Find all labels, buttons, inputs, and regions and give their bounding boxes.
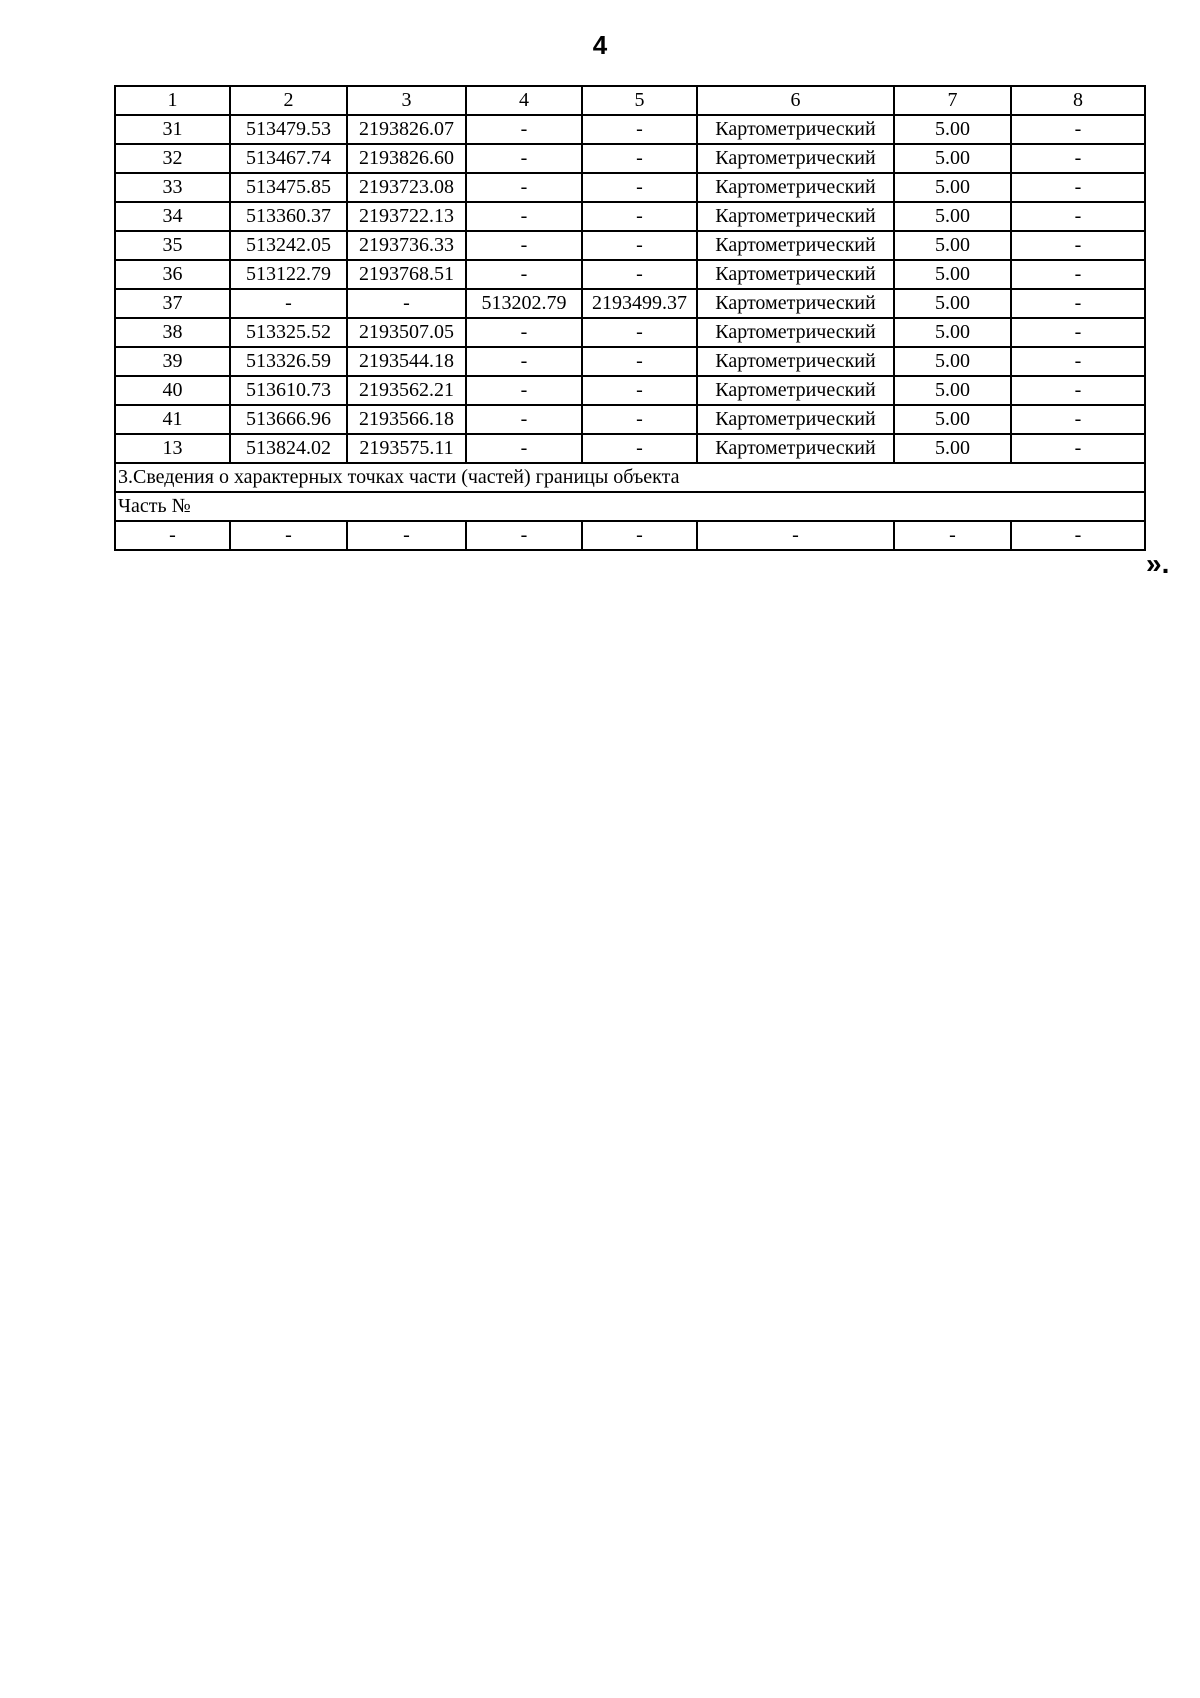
table-cell: 513824.02 <box>230 434 347 463</box>
table-row <box>115 231 1145 260</box>
table-cell: 5.00 <box>894 231 1011 260</box>
table-cell: 2193544.18 <box>347 347 466 376</box>
table-cell: Картометрический <box>697 231 894 260</box>
table-row <box>115 115 1145 144</box>
table-cell: 2193566.18 <box>347 405 466 434</box>
table-cell: 513666.96 <box>230 405 347 434</box>
table-cell: - <box>1011 144 1145 173</box>
table-cell: 513475.85 <box>230 173 347 202</box>
table-cell: 2193768.51 <box>347 260 466 289</box>
table-cell: 5.00 <box>894 376 1011 405</box>
header-row <box>115 86 1145 115</box>
table-cell: 34 <box>115 202 230 231</box>
header-cell: 2 <box>230 86 347 115</box>
table-row <box>115 202 1145 231</box>
table-cell: - <box>466 521 582 550</box>
table-cell: 2193499.37 <box>582 289 697 318</box>
table-cell: 5.00 <box>894 405 1011 434</box>
table-cell: 513360.37 <box>230 202 347 231</box>
table-cell: - <box>466 376 582 405</box>
table-cell: - <box>582 434 697 463</box>
table-cell: - <box>582 144 697 173</box>
part-data-row <box>115 521 1145 550</box>
table-cell: - <box>582 115 697 144</box>
table-cell: - <box>1011 289 1145 318</box>
table-cell: 513325.52 <box>230 318 347 347</box>
table-cell: 2193826.60 <box>347 144 466 173</box>
table-cell: - <box>582 173 697 202</box>
table-cell: 2193826.07 <box>347 115 466 144</box>
table-cell: 5.00 <box>894 144 1011 173</box>
table-cell: 5.00 <box>894 318 1011 347</box>
section-title: 3.Сведения о характерных точках части (частей) границы объекта <box>115 463 1145 492</box>
table-cell: - <box>466 173 582 202</box>
table-cell: 2193723.08 <box>347 173 466 202</box>
table-cell: Картометрический <box>697 347 894 376</box>
table-row <box>115 289 1145 318</box>
section-title-row <box>115 463 1145 492</box>
table-cell: Картометрический <box>697 260 894 289</box>
table-cell: Картометрический <box>697 115 894 144</box>
table-cell: - <box>1011 115 1145 144</box>
table-cell: 513479.53 <box>230 115 347 144</box>
table-cell: 513610.73 <box>230 376 347 405</box>
table-row <box>115 260 1145 289</box>
table-row <box>115 318 1145 347</box>
table-cell: - <box>1011 260 1145 289</box>
table-cell: - <box>230 521 347 550</box>
table-cell: 13 <box>115 434 230 463</box>
table-cell: 2193507.05 <box>347 318 466 347</box>
table-cell: 31 <box>115 115 230 144</box>
table-cell: - <box>466 260 582 289</box>
table-cell: - <box>582 521 697 550</box>
table-cell: 38 <box>115 318 230 347</box>
part-label: Часть № <box>115 492 1145 521</box>
header-cell: 3 <box>347 86 466 115</box>
table-cell: - <box>466 202 582 231</box>
table-cell: - <box>466 347 582 376</box>
table-cell: 5.00 <box>894 202 1011 231</box>
table-cell: - <box>582 376 697 405</box>
table-row <box>115 376 1145 405</box>
table-cell: Картометрический <box>697 289 894 318</box>
table-cell: Картометрический <box>697 434 894 463</box>
table-cell: - <box>1011 376 1145 405</box>
table-cell: - <box>466 318 582 347</box>
table-cell: Картометрический <box>697 405 894 434</box>
table-cell: 37 <box>115 289 230 318</box>
table-cell: 36 <box>115 260 230 289</box>
table-row <box>115 434 1145 463</box>
table-cell: Картометрический <box>697 144 894 173</box>
table-cell: - <box>1011 173 1145 202</box>
table-cell: - <box>466 115 582 144</box>
table-cell: - <box>697 521 894 550</box>
table-cell: - <box>582 318 697 347</box>
table-cell: 2193562.21 <box>347 376 466 405</box>
header-cell: 5 <box>582 86 697 115</box>
table-cell: 5.00 <box>894 115 1011 144</box>
table-cell: - <box>582 260 697 289</box>
table-row <box>115 173 1145 202</box>
table-cell: 32 <box>115 144 230 173</box>
table-cell: Картометрический <box>697 376 894 405</box>
table-cell: 513122.79 <box>230 260 347 289</box>
table-cell: - <box>466 434 582 463</box>
table-cell: 2193722.13 <box>347 202 466 231</box>
table-cell: 41 <box>115 405 230 434</box>
table-row <box>115 347 1145 376</box>
table-cell: - <box>1011 405 1145 434</box>
header-cell: 1 <box>115 86 230 115</box>
table-cell: - <box>466 144 582 173</box>
table-cell: 35 <box>115 231 230 260</box>
table-cell: - <box>582 202 697 231</box>
table-cell: - <box>1011 318 1145 347</box>
table-cell: 513467.74 <box>230 144 347 173</box>
table-cell: 5.00 <box>894 173 1011 202</box>
table-cell: - <box>347 521 466 550</box>
table-cell: 513242.05 <box>230 231 347 260</box>
header-cell: 8 <box>1011 86 1145 115</box>
table-cell: - <box>115 521 230 550</box>
table-cell: 5.00 <box>894 289 1011 318</box>
table-cell: - <box>582 347 697 376</box>
table-body <box>115 115 1145 463</box>
closing-quote-mark: ». <box>1146 548 1170 579</box>
table-cell: - <box>347 289 466 318</box>
table-cell: 39 <box>115 347 230 376</box>
table-cell: - <box>466 405 582 434</box>
table-cell: 5.00 <box>894 260 1011 289</box>
page-number: 4 <box>592 30 608 60</box>
table-cell: 5.00 <box>894 347 1011 376</box>
table-cell: 40 <box>115 376 230 405</box>
table-cell: Картометрический <box>697 202 894 231</box>
header-cell: 6 <box>697 86 894 115</box>
table-cell: - <box>1011 434 1145 463</box>
table-cell: - <box>1011 347 1145 376</box>
header-cell: 7 <box>894 86 1011 115</box>
table-cell: - <box>582 405 697 434</box>
table-row <box>115 405 1145 434</box>
characteristic-points-table <box>114 85 1146 551</box>
table-cell: 2193575.11 <box>347 434 466 463</box>
table-cell: 33 <box>115 173 230 202</box>
table-cell: - <box>230 289 347 318</box>
table-cell: - <box>1011 231 1145 260</box>
table-row <box>115 144 1145 173</box>
table-cell: - <box>1011 521 1145 550</box>
table-cell: - <box>466 231 582 260</box>
header-cell: 4 <box>466 86 582 115</box>
table-cell: 513202.79 <box>466 289 582 318</box>
part-label-row <box>115 492 1145 521</box>
table-cell: 5.00 <box>894 434 1011 463</box>
table-cell: 2193736.33 <box>347 231 466 260</box>
table-cell: - <box>1011 202 1145 231</box>
table-cell: - <box>894 521 1011 550</box>
table-cell: Картометрический <box>697 318 894 347</box>
table-cell: 513326.59 <box>230 347 347 376</box>
table-cell: - <box>582 231 697 260</box>
table-cell: Картометрический <box>697 173 894 202</box>
